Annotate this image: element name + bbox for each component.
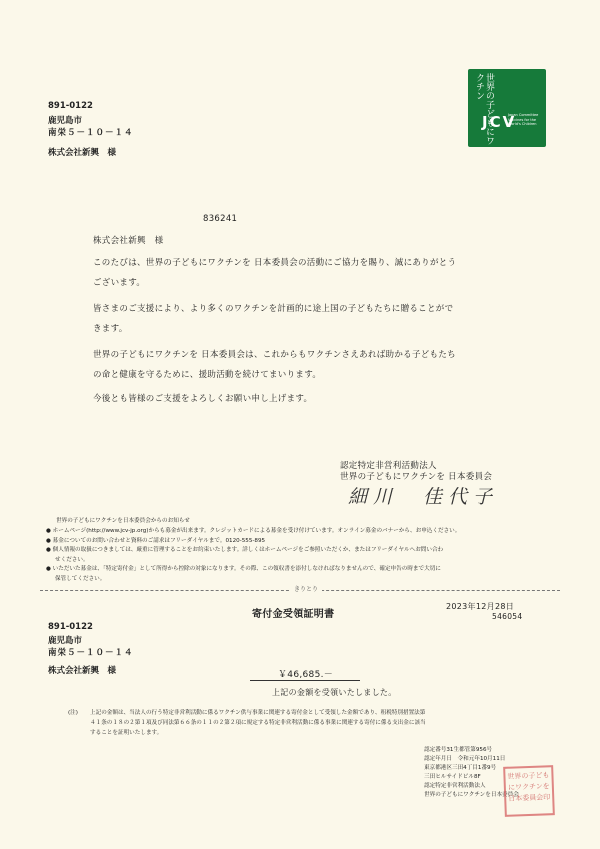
- receipt-number: 546054: [492, 612, 523, 621]
- top-postal-code: 891-0122: [48, 101, 93, 111]
- receipt-address-line1: 鹿児島市: [48, 636, 83, 646]
- notice-item: ● 募金についてのお問い合わせと資料のご請求はフリーダイヤルまで。0120-555-895: [46, 537, 266, 544]
- logo-english-text: Japan Committee Vaccines for the World's Children: [508, 113, 539, 126]
- receipt-address-line2: 南栄５－１０－１４: [48, 648, 134, 658]
- receipt-date: 2023年12月28日: [446, 602, 515, 611]
- jcv-logo: [468, 69, 546, 147]
- receipt-note-line3: することを証明いたします。: [90, 730, 163, 736]
- official-seal: 世界の子どもにワクチンを日本委員会印: [503, 765, 555, 817]
- issuer-cert-date: 認定年月日 令和元年10月11日: [424, 756, 506, 762]
- letter-para2-line1: 皆さまのご支援により、より多くのワクチンを計画的に途上国の子どもたちに贈ることがで: [93, 304, 454, 314]
- issuer-org-name: 世界の子どもにワクチンを日本委員会: [424, 792, 519, 798]
- notice-heading: 世界の子どもにワクチンを日本委員会からのお知らせ: [56, 518, 190, 524]
- amount-box: [250, 666, 360, 681]
- receipt-note-line2: ４１条の１８の２第１項及び同法第６６条の１１の２第２項に規定する特定非営利活動に係る事業に関連する寄付に係る支出金に該当: [90, 720, 426, 726]
- letter-para4: 今後とも皆様のご支援をよろしくお願い申し上げます。: [93, 394, 313, 404]
- letter-para1-line2: ございます。: [93, 278, 146, 288]
- letter-para2-line2: きます。: [93, 324, 128, 334]
- notice-item: ● いただいた募金は、「特定寄付金」として所得から控除の対象になります。その際、この領収書を添付しなければなりませんので、確定申告の時まで大切に: [46, 566, 441, 573]
- signature-org-name: 世界の子どもにワクチンを 日本委員会: [340, 472, 493, 482]
- receipt-amount: ￥46,685.－: [278, 670, 334, 680]
- logo-mark: JCV: [482, 113, 517, 131]
- issuer-org-type: 認定特定非営利活動法人: [424, 783, 486, 789]
- receipt-title: 寄付金受領証明書: [252, 609, 335, 620]
- letter-para3-line1: 世界の子どもにワクチンを 日本委員会は、これからもワクチンさえあれば助かる子どもたち: [93, 350, 456, 360]
- issuer-address1: 東京都港区三田4丁目1番9号: [424, 765, 497, 771]
- receipt-confirmation: 上記の金額を受領いたしました。: [272, 688, 397, 697]
- notice-item: 保管してください。: [55, 575, 106, 582]
- signature-org-type: 認定特定非営利活動法人: [340, 461, 437, 471]
- receipt-note-label: (注): [68, 710, 78, 716]
- receipt-postal-code: 891-0122: [48, 622, 93, 632]
- notice-item: ● 個人情報の取扱につきましては、厳重に管理することをお約束いたします。詳しくはホームページをご参照いただくか、またはフリーダイヤルへお問い合わ: [46, 547, 444, 554]
- top-recipient: 株式会社新興 様: [48, 148, 117, 158]
- letter-salutation: 株式会社新興 様: [93, 236, 164, 246]
- letter-para3-line2: の命と健康を守るために、援助活動を続けてまいります。: [93, 370, 322, 380]
- notice-list: [46, 527, 460, 585]
- top-address-line2: 南栄５－１０－１４: [48, 128, 134, 138]
- letter-para1-line1: このたびは、世界の子どもにワクチンを 日本委員会の活動にご協力を賜り、誠にありがとう: [93, 258, 457, 268]
- notice-item: ● ホームページ(http://www.jcv-jp.org)からも募金が出来ます。クレジットカードによる募金を受け付けています。オンライン募金のバナーから、お申込ください。: [46, 528, 461, 534]
- handwritten-signature: 細川 佳代子: [348, 486, 499, 508]
- receipt-recipient: 株式会社新興 様: [48, 666, 117, 676]
- cut-line-label: きりとり: [290, 584, 322, 593]
- logo-japanese-text: 世界の子どもにワクチン: [474, 73, 494, 145]
- issuer-address2: 三田ヒルサイドビル8F: [424, 774, 481, 780]
- top-address-line1: 鹿児島市: [48, 116, 83, 126]
- issuer-cert-number: 認定番号31生都管第956号: [424, 747, 493, 753]
- letter-id: 836241: [203, 214, 238, 224]
- receipt-note-line1: 上記の金額は、当法人の行う特定非営利活動に係るワクチン供与事業に関連する寄付金として受領した金額であり、租税特別措置法第: [90, 710, 426, 716]
- notice-item: せください。: [55, 556, 89, 563]
